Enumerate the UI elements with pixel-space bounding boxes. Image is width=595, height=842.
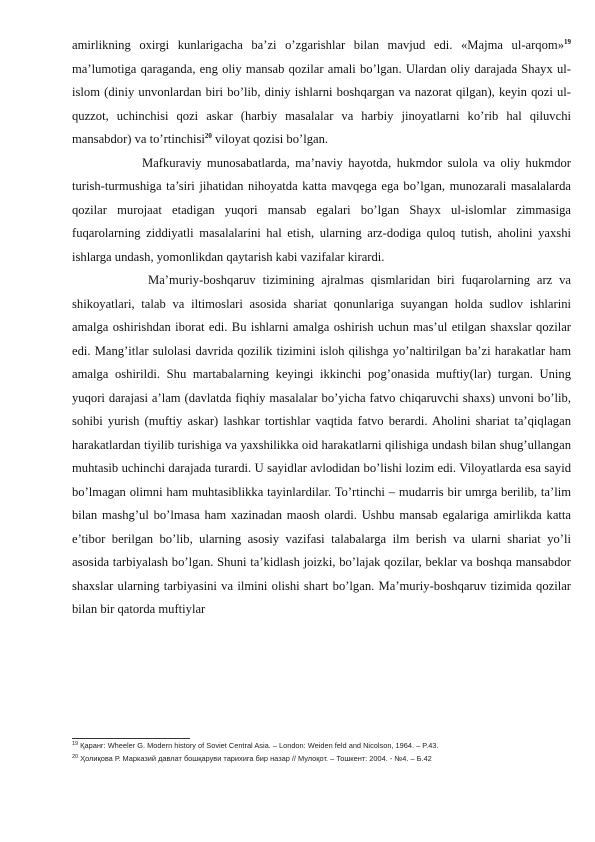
footnote-ref-20[interactable]: 20: [204, 132, 212, 140]
footnote-20-text: Ҳолиқова Р. Марказий давлат бошқаруви тарихига бир назар // Мулоқот. – Тошкент: 2004. - №4. – Б.42: [78, 754, 432, 763]
paragraph-1: [72, 34, 571, 152]
paragraph-1-part-c: viloyat qozisi bo’lgan.: [211, 132, 329, 146]
paragraph-2: Mafkuraviy munosabatlarda, ma’naviy hayotda, hukmdor sulola va oliy hukmdor turish-turmushiga ta’siri jihatidan nihoyatda katta mavqega ega bo’lgan, munozarali masalalarda qozilar murojaat etadigan yuqori mansab egalari bo’lgan Shayx ul-islomlar zimmasiga fuqarolarning ziddiyatli masalalarini hal etish, ularning arz-dodiga quloq tutish, aholini yaxshi ishlarga undash, yomonlikdan qaytarish kabi vazifalar kirardi.: [72, 155, 571, 264]
footnote-ref-19[interactable]: 19: [564, 38, 571, 46]
footnote-20: [72, 754, 571, 763]
footnote-20-number: 20: [72, 754, 79, 760]
footnote-19-text: Қаранг: Wheeler G. Modern history of Soviet Central Asia. – London: Weiden feld and Nicolson, 1964. – P.43.: [78, 741, 439, 750]
footnote-19-number: 19: [72, 741, 79, 747]
footnote-separator: [72, 738, 190, 739]
paragraph-3: Ma’muriy-boshqaruv tizimining ajralmas qismlaridan biri fuqarolarning arz va shikoyatlari, talab va iltimoslari asosida shariat qonunlariga suyangan holda sudlov ishlarini amalga oshirishdan iborat edi. Bu ishlarni amalga oshirish uchun mas’ul etilgan shaxslar qozilar edi. Mang’itlar sulolasi davrida qozilik tizimini isloh qilishga yo’naltirilgan ba’zi harakatlar ham amalga oshirildi. Shu martabalarning keyingi ikkinchi pog’onasida muftiy(lar) turgan. Uning yuqori darajasi a’lam (davlatda fiqhiy masalalar bo’yicha fatvo chiqaruvchi shaxs) unvoni bo’lib, sohibi yurish (muftiy askar) lashkar tortishlar vaqtida fatvo berardi. Aholini shariat ta’qiqlagan harakatlardan tiyilib turishiga va yaxshilikka oid harakatlarni qilishiga undash bilan shug’ullangan muhtasib uchinchi darajada turardi. U sayidlar avlodidan bo’lishi lozim edi. Viloyatlarda esa sayid bo’lmagan olimni ham muhtasiblikka tayinlardilar. To’rtinchi – mudarris bir umrga berilib, ta’lim bilan mashg’ul bo’lmasa ham xazinadan maosh olardi. Ushbu mansab egalariga amirlikda katta e’tibor berilgan bo’lib, ularning asosiy vazifasi talabalarga ilm berish va ularni shariat yo’li asosida tarbiyalash bo’lgan. Shuni ta’kidlash joizki, bo’lajak qozilar, beklar va boshqa mansabdor shaxslar ularning tarbiyasini va ilmini olishi shart bo’lgan. Ma’muriy-boshqaruv tizimida qozilar bilan bir qatorda muftiylar: [72, 273, 571, 616]
paragraph-1-part-a: amirlikning oxirgi kunlarigacha ba’zi o’zgarishlar bilan mavjud edi. «Majma ul-arqom»: [72, 38, 564, 52]
document-body: [72, 34, 571, 622]
footnote-19: [72, 741, 571, 750]
paragraph-1-part-b: ma’lumotiga qaraganda, eng oliy mansab qozilar amali bo’lgan. Ulardan oliy darajada Shayx ul-islom (diniy unvonlardan biri bo’lib, diniy ishlarni boshqargan va nazorat qilgan), keyin qozi ul-quzzot, uchinchisi qozi askar (harbiy masalalar va harbiy jinoyatlarni ko’rib hal qiluvchi mansabdor) va to’rtinchisi: [72, 61, 571, 146]
